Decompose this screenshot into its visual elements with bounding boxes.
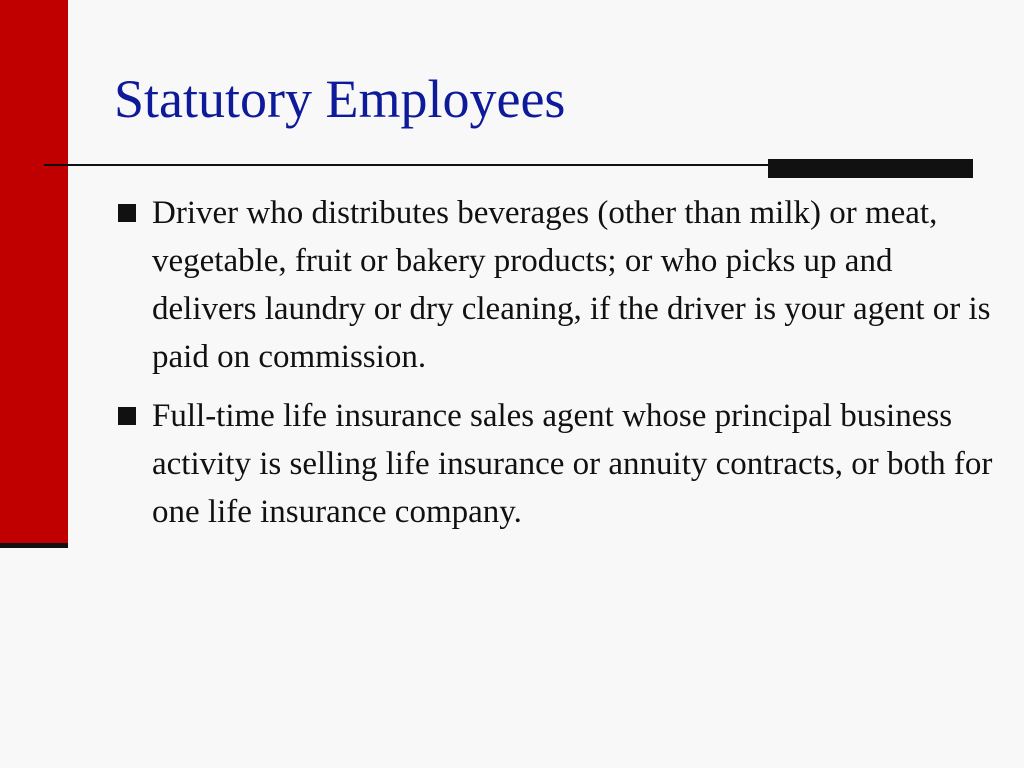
bullet-item [114,189,994,381]
square-bullet-icon [118,407,136,425]
square-bullet-icon [118,204,136,222]
accent-bar-underline [0,543,68,548]
title-divider-block [768,159,973,178]
bullet-text: Driver who distributes beverages (other than milk) or meat, vegetable, fruit or bakery products; or who picks up and delivers laundry or dry cleaning, if the driver is your agent or is paid on commission. [152,195,991,375]
bullet-list [114,189,994,547]
slide-title: Statutory Employees [114,69,566,129]
bullet-text: Full-time life insurance sales agent whose principal business activity is selling life insurance or annuity contracts, or both for one life insurance company. [152,398,993,530]
title-divider-line [44,164,774,166]
accent-bar [0,0,68,546]
bullet-item [114,392,994,536]
